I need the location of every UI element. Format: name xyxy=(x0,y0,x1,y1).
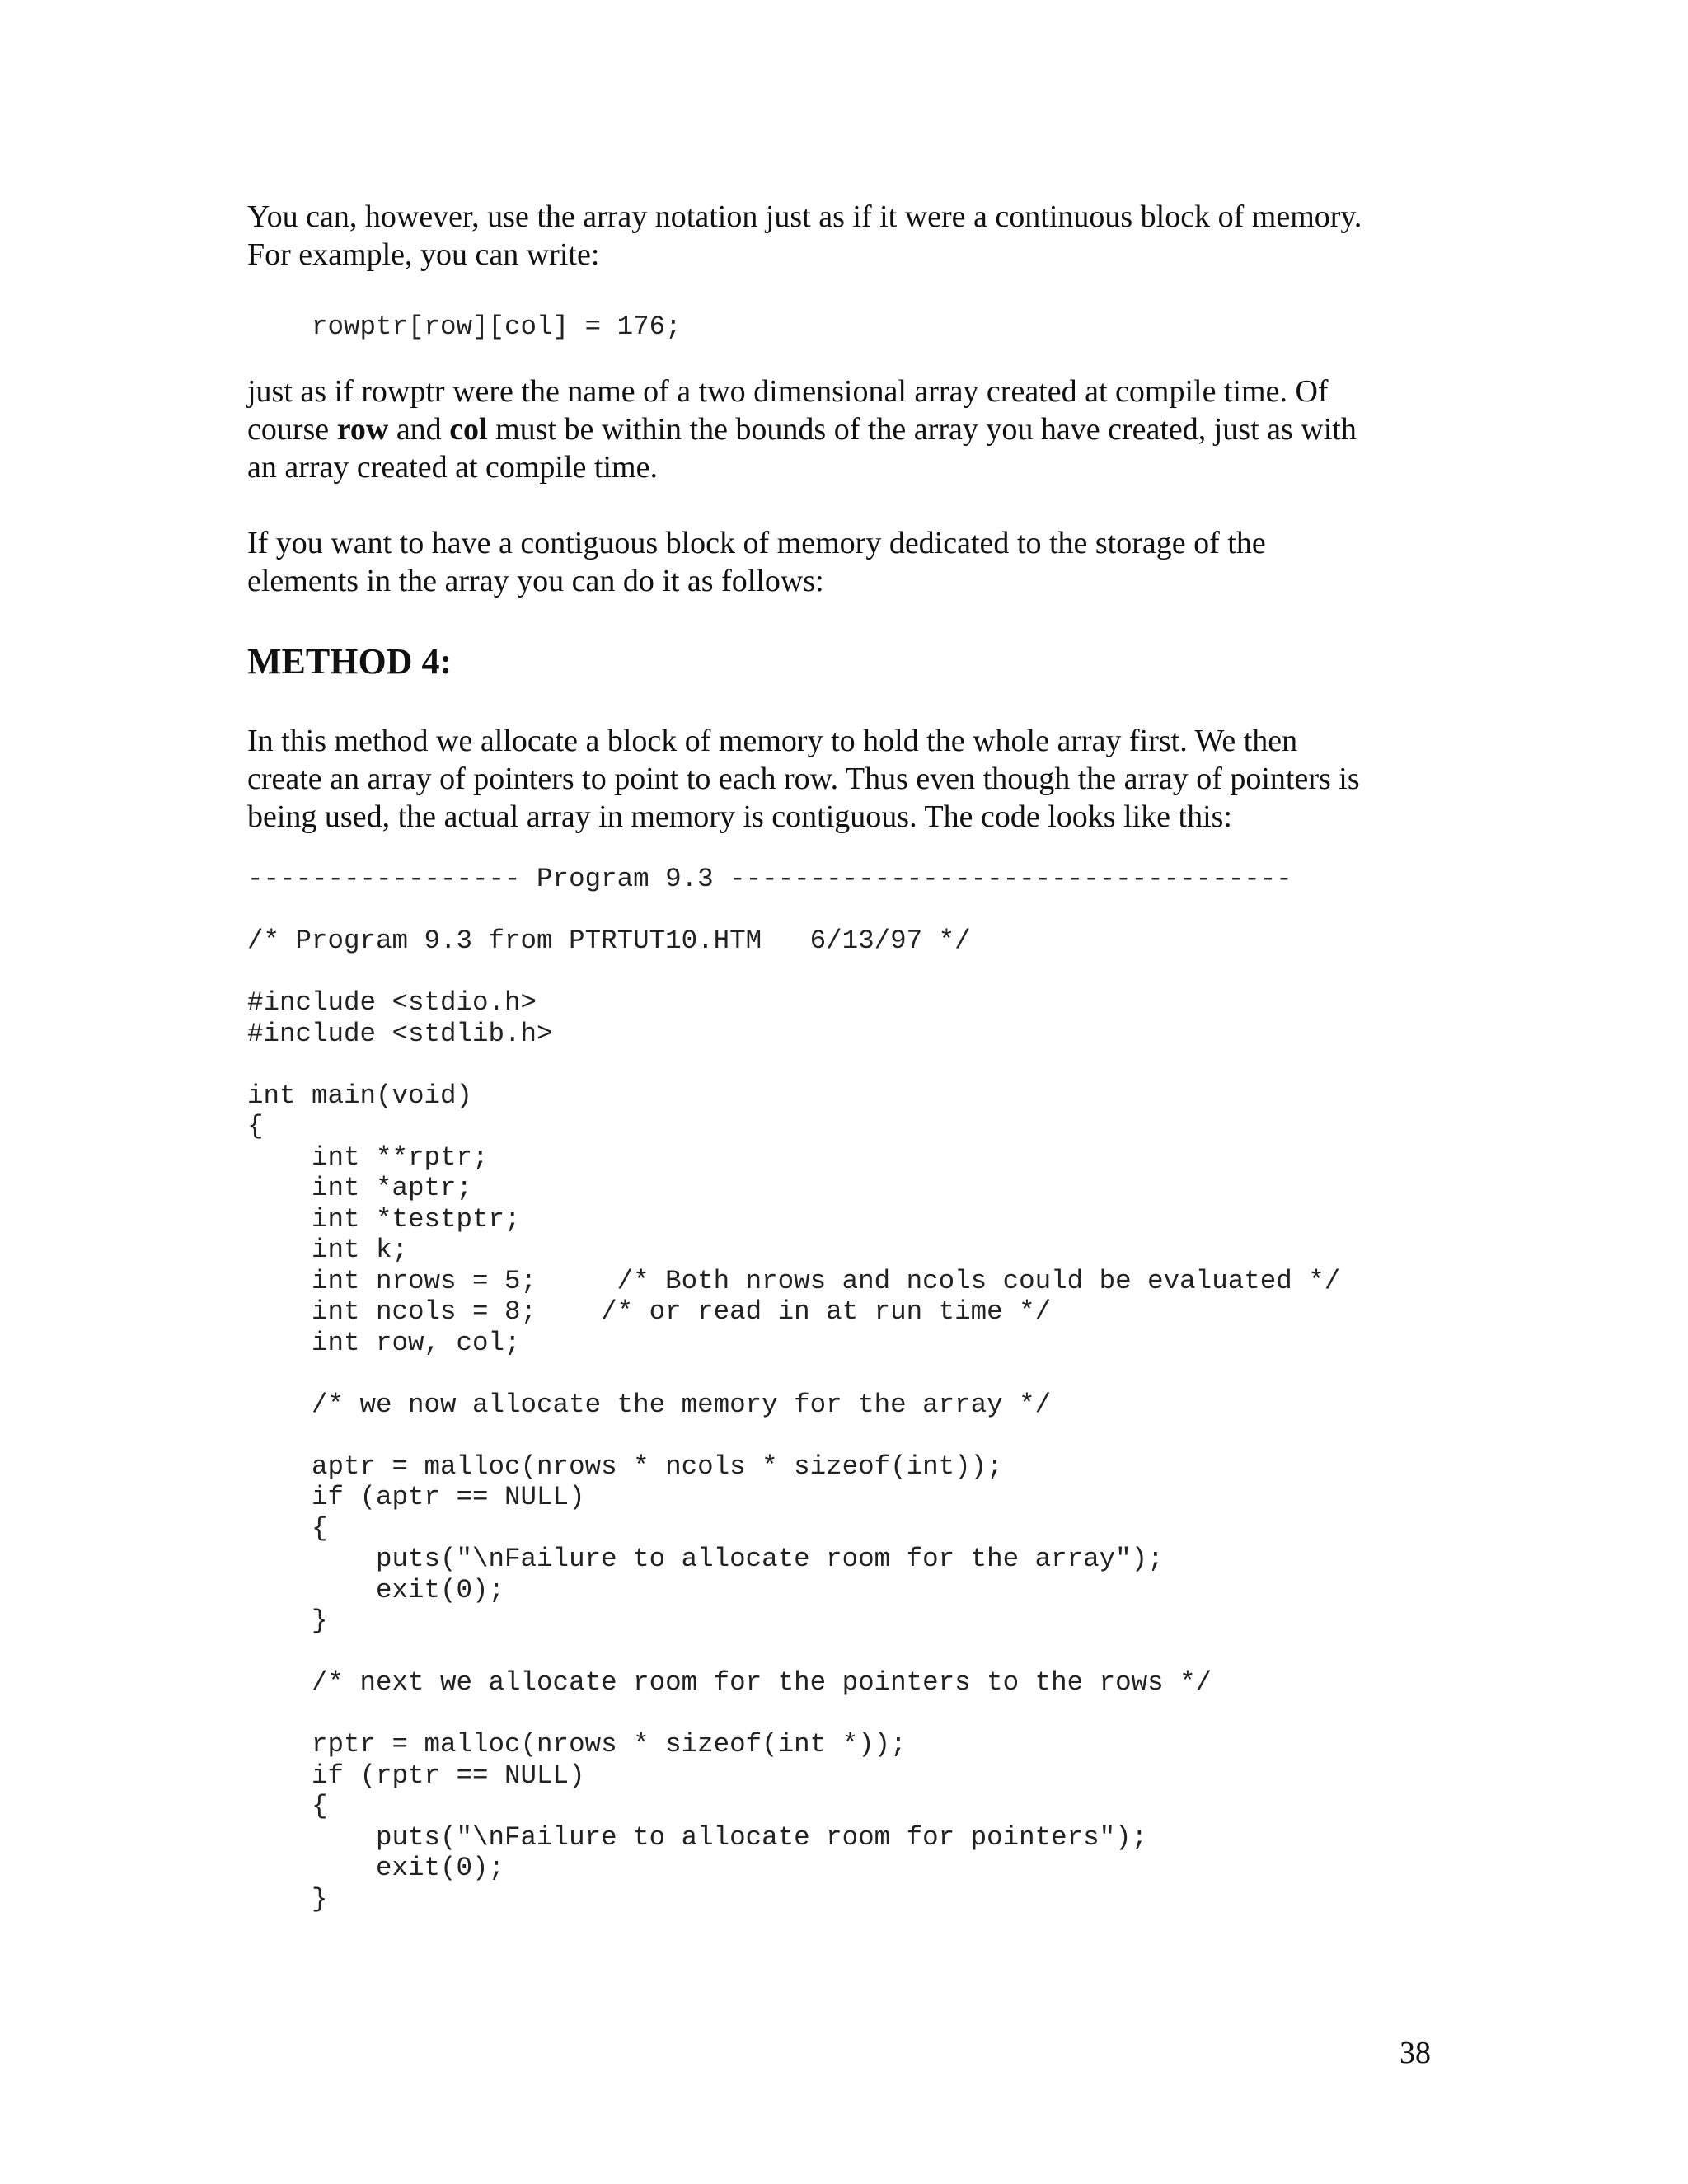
page-number: 38 xyxy=(1400,2036,1431,2070)
code-line xyxy=(247,957,1566,988)
code-line: int row, col; xyxy=(247,1327,521,1358)
code-line: int **rptr; xyxy=(247,1141,489,1173)
code-line: rptr = malloc(nrows * sizeof(int *)); xyxy=(247,1729,907,1760)
explanation-text-a: course xyxy=(247,412,337,447)
explanation-paragraph xyxy=(247,373,1451,486)
explanation-line-2 xyxy=(247,410,1451,448)
code-line: exit(0); xyxy=(247,1574,505,1605)
code-line: /* we now allocate the memory for the array */ xyxy=(247,1389,1052,1420)
intro-line-2: For example, you can write: xyxy=(247,237,600,272)
contiguous-line-1: If you want to have a contiguous block of memory dedicated to the storage of the xyxy=(247,526,1266,560)
code-line: /* Program 9.3 from PTRTUT10.HTM 6/13/97 */ xyxy=(247,926,971,956)
code-line: { xyxy=(247,1791,328,1821)
program-listing xyxy=(247,864,1566,1915)
code-line: int k; xyxy=(247,1235,409,1265)
code-line: int *aptr; xyxy=(247,1173,473,1203)
explanation-text-c: must be within the bounds of the array you have created, just as with xyxy=(487,412,1357,447)
code-example: rowptr[row][col] = 176; xyxy=(247,312,682,342)
explanation-line-1: just as if rowptr were the name of a two dimensional array created at compile time. Of xyxy=(247,374,1329,409)
code-line: ----------------- Program 9.3 ----------------------------------- xyxy=(247,864,1292,894)
code-line: int nrows = 5; /* Both nrows and ncols could be evaluated */ xyxy=(247,1265,1341,1296)
contiguous-paragraph xyxy=(247,524,1451,600)
bold-col: col xyxy=(449,412,488,447)
code-line xyxy=(247,895,1566,926)
code-line: { xyxy=(247,1512,328,1544)
code-line: exit(0); xyxy=(247,1853,505,1883)
method-line-2: create an array of pointers to point to each row. Thus even though the array of pointers is xyxy=(247,762,1360,796)
intro-paragraph xyxy=(247,198,1451,274)
code-line xyxy=(247,1358,1566,1390)
code-line: #include <stdio.h> xyxy=(247,987,537,1018)
code-line xyxy=(247,1637,1566,1668)
intro-line-1: You can, however, use the array notation just as if it were a continuous block of memory. xyxy=(247,199,1362,234)
code-line: puts("\nFailure to allocate room for the array"); xyxy=(247,1544,1164,1574)
code-line: aptr = malloc(nrows * ncols * sizeof(int)); xyxy=(247,1451,1003,1482)
method-line-1: In this method we allocate a block of memory to hold the whole array first. We then xyxy=(247,724,1298,758)
code-line xyxy=(247,1420,1566,1451)
code-line: int main(void) xyxy=(247,1080,473,1111)
code-line: } xyxy=(247,1883,328,1915)
code-line: if (aptr == NULL) xyxy=(247,1482,585,1512)
section-heading: METHOD 4: xyxy=(247,641,452,682)
code-line: { xyxy=(247,1111,264,1141)
method-paragraph xyxy=(247,722,1451,836)
code-line: if (rptr == NULL) xyxy=(247,1760,585,1791)
contiguous-line-2: elements in the array you can do it as follows: xyxy=(247,564,824,598)
code-line: puts("\nFailure to allocate room for pointers"); xyxy=(247,1821,1148,1853)
code-line xyxy=(247,1699,1566,1730)
method-line-3: being used, the actual array in memory is contiguous. The code looks like this: xyxy=(247,799,1232,834)
code-line: /* next we allocate room for the pointers to the rows */ xyxy=(247,1667,1212,1698)
bold-row: row xyxy=(336,412,389,447)
code-line: int ncols = 8; /* or read in at run time */ xyxy=(247,1296,1052,1327)
explanation-text-b: and xyxy=(388,412,450,447)
code-line: #include <stdlib.h> xyxy=(247,1018,553,1049)
code-line xyxy=(247,1049,1566,1080)
code-line: int *testptr; xyxy=(247,1203,521,1235)
code-line: } xyxy=(247,1605,328,1636)
explanation-line-3: an array created at compile time. xyxy=(247,450,658,485)
